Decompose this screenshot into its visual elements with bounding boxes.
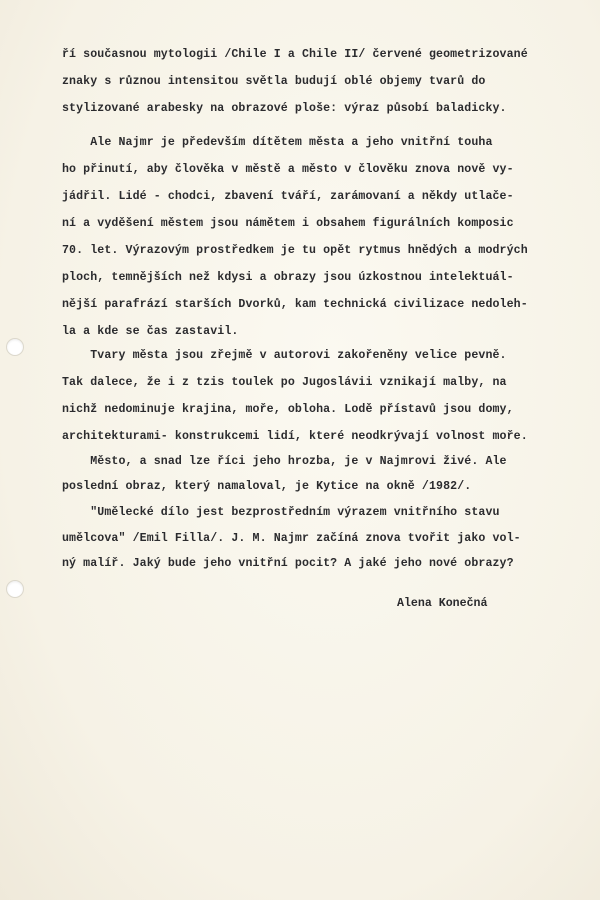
text-line: la a kde se čas zastavil. xyxy=(62,325,239,338)
text-line: "Umělecké dílo jest bezprostředním výrazem vnitřního stavu xyxy=(62,506,500,519)
punch-hole xyxy=(6,580,24,598)
text-line: ří současnou mytologii /Chile I a Chile II/ červené geometrizované xyxy=(62,48,528,61)
text-line: umělcova" /Emil Filla/. J. M. Najmr začíná znova tvořit jako vol- xyxy=(62,532,521,545)
text-line: Město, a snad lze říci jeho hrozba, je v Najmrovi živé. Ale xyxy=(62,455,507,468)
punch-hole xyxy=(6,338,24,356)
text-line: Tvary města jsou zřejmě v autorovi zakořeněny velice pevně. xyxy=(62,349,507,362)
text-line: ho přinutí, aby člověka v městě a město v člověku znova nově vy- xyxy=(62,163,514,176)
text-line: ní a vyděšení městem jsou námětem i obsahem figurálních komposic xyxy=(62,217,514,230)
text-line: nější parafrází starších Dvorků, kam technická civilizace nedoleh- xyxy=(62,298,528,311)
text-line: poslední obraz, který namaloval, je Kytice na okně /1982/. xyxy=(62,480,472,493)
text-line: Tak dalece, že i z tzis toulek po Jugoslávii vznikají malby, na xyxy=(62,376,507,389)
text-line: nichž nedominuje krajina, moře, obloha. Lodě přístavů jsou domy, xyxy=(62,403,514,416)
text-line: stylizované arabesky na obrazové ploše: výraz působí baladicky. xyxy=(62,102,507,115)
text-line: jádřil. Lidé - chodci, zbavení tváří, zarámovaní a někdy utlače- xyxy=(62,190,514,203)
text-line: 70. let. Výrazovým prostředkem je tu opět rytmus hnědých a modrých xyxy=(62,244,528,257)
text-line: ný malíř. Jaký bude jeho vnitřní pocit? A jaké jeho nové obrazy? xyxy=(62,557,514,570)
author-signature: Alena Konečná xyxy=(397,597,488,610)
text-line: Ale Najmr je především dítětem města a jeho vnitřní touha xyxy=(62,136,493,149)
text-line: znaky s různou intensitou světla budují oblé objemy tvarů do xyxy=(62,75,486,88)
text-line: ploch, temnějších než kdysi a obrazy jsou úzkostnou intelektuál- xyxy=(62,271,514,284)
text-line: architekturami- konstrukcemi lidí, které neodkrývají volnost moře. xyxy=(62,430,528,443)
